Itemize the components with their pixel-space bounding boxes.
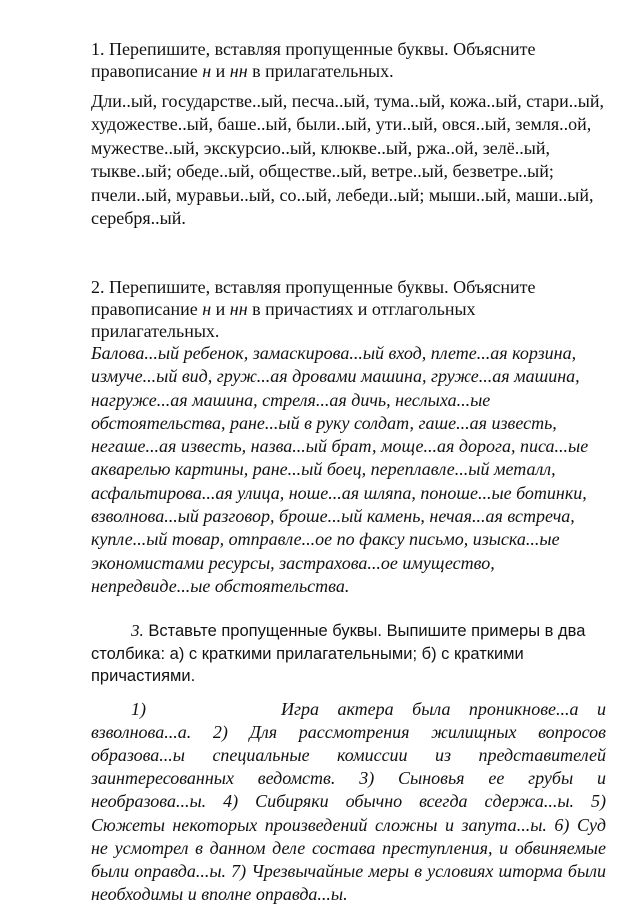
- task-2-heading-text: 2. Перепишите, вставляя пропущенные буквы. Объясните правописание: [91, 277, 536, 319]
- task-3-heading: [91, 620, 606, 688]
- task-2: [91, 276, 606, 598]
- task-2-heading-end: в причастиях и отглагольных прилагательных.: [91, 299, 476, 341]
- task-2-phrase-list: Балова...ый ребенок, замаскирова...ый вход, плете...ая корзина, измуче...ый вид, груж...ая дровами машина, груже...ая машина, нагруже...ая машина, стреля...ая дичь, неслыха...ые обстоятельства, ране...ый в руку солдат, гаше...ая известь, негаше...ая известь, назва...ый брат, моще...ая дорога, писа...ые акварелью картины, ране...ый боец, переплавле...ый металл, асфальтирова...ая улица, ноше...ая шляпа, поноше...ые ботинки, взволнова...ый разговор, броше...ый камень, нечая...ая встреча, купле...ый товар, отправле...ое по факсу письмо, изыска...ые экономистами ресурсы, застрахова...ое имущество, непредвиде...ые обстоятельства.: [91, 342, 606, 598]
- task-1-heading-text: 1. Перепишите, вставляя пропущенные буквы. Объясните правописание: [91, 39, 536, 81]
- task-3-sentence-text: Игра актера была проникнове...а и взволнова...а. 2) Для рассмотрения жилищных вопросов образова...ы специальные комиссии из представителей заинтересованных ведомств. 3) Сыновья ее грубы и необразова...ы. 4) Сибиряки обычно всегда сдержа...ы. 5) Сюжеты некоторых произведений сложны и запута...ы. 6) Суд не усмотрел в данном деле состава преступления, и обвиняемые были оправда...ы. 7) Чрезвычайные меры в условиях шторма были необходимы и вполне оправда...ы.: [91, 699, 606, 905]
- task-1: [91, 38, 606, 230]
- task-2-and: и: [211, 299, 230, 319]
- task-2-heading: [91, 276, 606, 342]
- task-3: [91, 620, 606, 906]
- task-3-first-marker: 1): [91, 698, 281, 721]
- task-1-heading-end: в прилагательных.: [248, 61, 394, 81]
- task-1-word-list: Дли..ый, государстве..ый, песча..ый, тума..ый, кожа..ый, стари..ый, художестве..ый, баше..ый, были..ый, ути..ый, овся..ый, земля..ой, мужестве..ый, экскурсио..ый, клюкве..ый, ржа..ой, зелё..ый, тыкве..ый; обеде..ый, обществе..ый, ветре..ый, безветре..ый; пчели..ый, муравьи..ый, со..ый, лебеди..ый; мыши..ый, маши..ый, серебря..ый.: [91, 90, 606, 230]
- task-3-sentences: [91, 698, 606, 906]
- task-1-heading: [91, 38, 606, 82]
- task-1-and: и: [211, 61, 230, 81]
- task-3-number: 3.: [131, 621, 144, 640]
- task-2-letter-nn: нн: [230, 299, 248, 319]
- task-1-letter-n: н: [202, 61, 211, 81]
- task-1-letter-nn: нн: [230, 61, 248, 81]
- task-3-heading-text: Вставьте пропущенные буквы. Выпишите примеры в два столбика: а) с краткими прилагательными; б) с краткими причастиями.: [91, 622, 585, 685]
- task-2-letter-n: н: [202, 299, 211, 319]
